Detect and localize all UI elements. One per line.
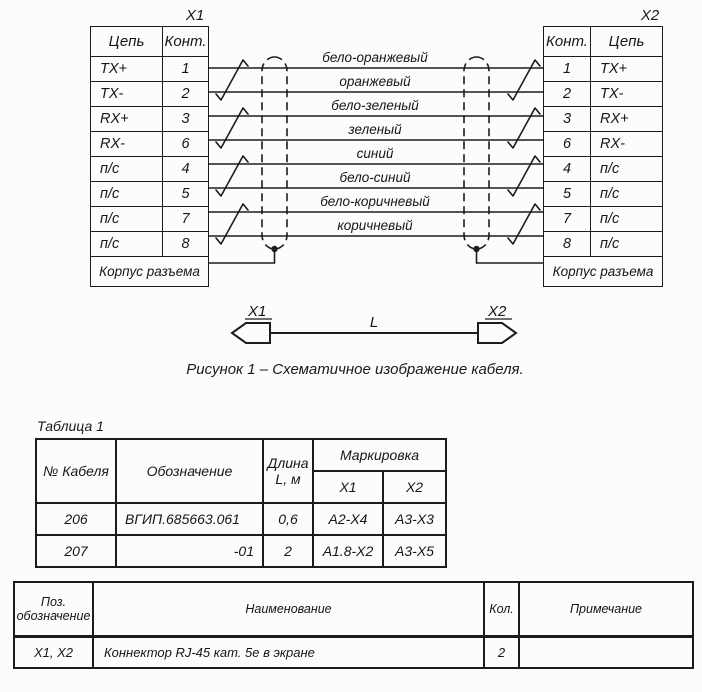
table1-label: Таблица 1	[37, 418, 104, 434]
figure-x1-label: X1	[248, 303, 267, 320]
circuit-cell: п/с	[591, 182, 663, 207]
wire-color-label: бело-коричневый	[320, 194, 430, 209]
x2-plug-symbol	[478, 323, 516, 343]
parts-header-row	[14, 582, 693, 637]
circuit-cell: TX-	[91, 82, 163, 107]
designation-cell: ВГИП.685663.061	[116, 503, 263, 535]
note-cell	[519, 637, 693, 669]
table-row	[14, 637, 693, 669]
circuit-cell: п/с	[591, 232, 663, 257]
shell-label: Корпус разъема	[91, 257, 209, 287]
twisted-pair-symbol	[216, 204, 248, 244]
figure-x2-label: X2	[488, 303, 507, 320]
qty-header: Кол.	[484, 582, 519, 637]
wire-color-label: оранжевый	[339, 74, 411, 89]
table-row	[36, 535, 446, 567]
x1-connector-label: X1	[185, 7, 205, 24]
twisted-pair-symbol	[508, 204, 540, 244]
figure-caption: Рисунок 1 – Схематичное изображение кабеля.	[186, 361, 524, 378]
circuit-cell: п/с	[91, 157, 163, 182]
circuit-cell: RX+	[91, 107, 163, 132]
name-cell: Коннектор RJ-45 кат. 5е в экране	[93, 637, 484, 669]
designation-header: Обозначение	[116, 439, 263, 503]
length-cell: 0,6	[263, 503, 313, 535]
shield-ground-dot	[271, 246, 277, 252]
marking-x2-cell: А3-Х5	[383, 535, 446, 567]
pin-cell: 8	[163, 232, 209, 257]
wire-color-label: зеленый	[348, 122, 402, 137]
pin-cell: 1	[163, 57, 209, 82]
x2-connector-label: X2	[640, 7, 660, 24]
qty-cell: 2	[484, 637, 519, 669]
marking-x2-cell: А3-Х3	[383, 503, 446, 535]
circuit-cell: п/с	[91, 232, 163, 257]
marking-x2-header: X2	[383, 471, 446, 503]
cable-no-cell: 207	[36, 535, 116, 567]
marking-x1-cell: А1.8-Х2	[313, 535, 383, 567]
circuit-cell: п/с	[591, 157, 663, 182]
pin-cell: 8	[544, 232, 591, 257]
parts-table	[13, 581, 694, 669]
wire-color-label: бело-синий	[339, 170, 411, 185]
twisted-pair-symbol	[216, 156, 248, 196]
shield-ground-dot	[473, 246, 479, 252]
circuit-cell: TX-	[591, 82, 663, 107]
circuit-cell: п/с	[91, 182, 163, 207]
table1-header-row	[36, 439, 446, 471]
cable-spec-table	[35, 438, 447, 568]
table-row	[36, 503, 446, 535]
pos-header-line2: обозначение	[16, 609, 91, 623]
circuit-cell: TX+	[591, 57, 663, 82]
wire-color-label: бело-оранжевый	[322, 50, 428, 65]
pin-cell: 4	[163, 157, 209, 182]
wire-color-label: бело-зеленый	[331, 98, 419, 113]
twisted-pair-symbol	[508, 108, 540, 148]
pin-cell: 5	[163, 182, 209, 207]
pin-cell: 3	[544, 107, 591, 132]
pos-header-line1: Поз.	[40, 594, 67, 609]
pin-cell: 6	[544, 132, 591, 157]
wire-color-label: синий	[356, 146, 394, 161]
circuit-column-header: Цепь	[591, 27, 663, 57]
cable-shield-left	[262, 57, 287, 249]
marking-x1-header: X1	[313, 471, 383, 503]
twisted-pair-symbol	[216, 108, 248, 148]
pos-cell: Х1, Х2	[14, 637, 93, 669]
wire-color-label: коричневый	[337, 218, 413, 233]
name-header: Наименование	[93, 582, 484, 637]
pin-cell: 2	[544, 82, 591, 107]
twisted-pair-symbol	[508, 156, 540, 196]
circuit-column-header: Цепь	[91, 27, 163, 57]
pin-cell: 4	[544, 157, 591, 182]
pin-cell: 2	[163, 82, 209, 107]
designation-cell: -01	[116, 535, 263, 567]
x1-plug-symbol	[232, 323, 270, 343]
circuit-cell: п/с	[591, 207, 663, 232]
length-header	[263, 439, 313, 503]
circuit-cell: п/с	[91, 207, 163, 232]
pos-designation-header	[14, 582, 93, 637]
circuit-cell: RX-	[591, 132, 663, 157]
pin-cell: 7	[544, 207, 591, 232]
length-header-line1: Длина	[267, 454, 309, 471]
cable-no-header: № Кабеля	[36, 439, 116, 503]
twisted-pair-symbol	[508, 60, 540, 100]
marking-x1-cell: А2-Х4	[313, 503, 383, 535]
shell-label: Корпус разъема	[544, 257, 663, 287]
circuit-cell: RX-	[91, 132, 163, 157]
note-header: Примечание	[519, 582, 693, 637]
twisted-pair-symbol	[216, 60, 248, 100]
cable-length-label: L	[369, 314, 379, 331]
circuit-cell: TX+	[91, 57, 163, 82]
pin-column-header: Конт.	[163, 27, 209, 57]
shield-ground-wire-left	[208, 249, 275, 263]
pin-column-header: Конт.	[544, 27, 591, 57]
cable-shield-right	[464, 57, 489, 249]
pin-cell: 1	[544, 57, 591, 82]
length-cell: 2	[263, 535, 313, 567]
shield-ground-wire-right	[477, 249, 544, 263]
length-header-line2: L, м	[275, 471, 301, 487]
circuit-cell: RX+	[591, 107, 663, 132]
pin-cell: 5	[544, 182, 591, 207]
pin-cell: 6	[163, 132, 209, 157]
pin-cell: 7	[163, 207, 209, 232]
marking-header: Маркировка	[313, 439, 446, 471]
cable-no-cell: 206	[36, 503, 116, 535]
pin-cell: 3	[163, 107, 209, 132]
